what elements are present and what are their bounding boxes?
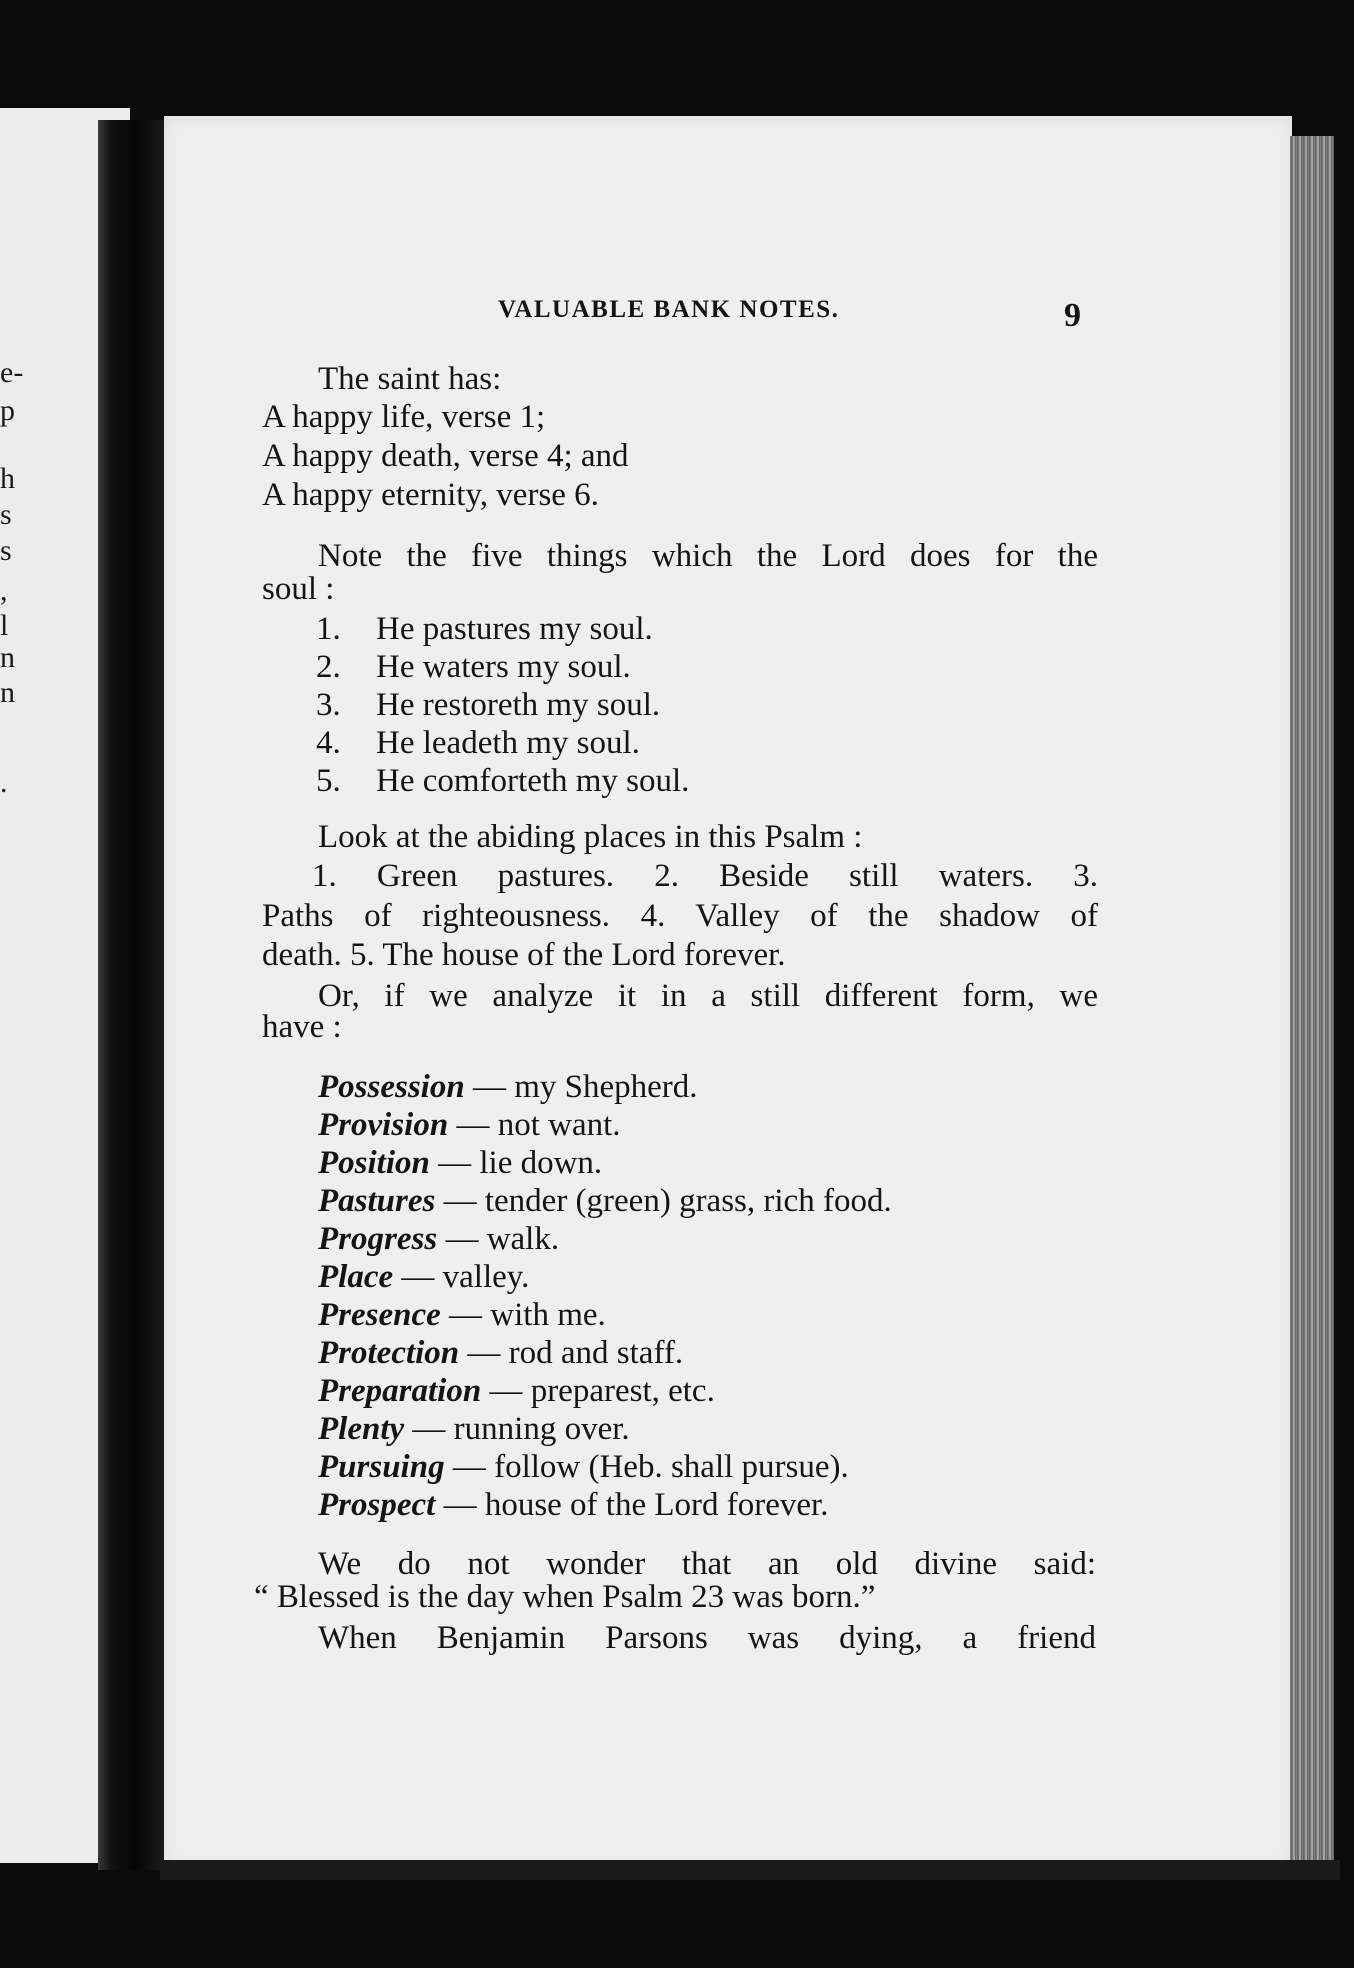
- analysis-item: [318, 1372, 1154, 1410]
- saint-item: A happy death, verse 4; and: [262, 438, 629, 474]
- analysis-term: Protection: [318, 1335, 460, 1371]
- five-things-intro: soul :: [262, 571, 335, 607]
- left-page-fragment: n: [0, 641, 15, 674]
- left-page-fragment: s: [0, 534, 12, 567]
- analysis-desc: — tender (green) grass, rich food.: [435, 1183, 892, 1219]
- analysis-desc: — valley.: [393, 1259, 530, 1295]
- abiding-line: Paths of righteousness. 4. Valley of the shadow of: [262, 898, 1098, 934]
- bottom-shadow: [160, 1860, 1340, 1880]
- analysis-item: [318, 1182, 1154, 1220]
- list-item-number: 2.: [316, 649, 341, 685]
- analyze-intro: Or, if we analyze it in a still different form, we: [318, 978, 1098, 1014]
- analysis-desc: — follow (Heb. shall pursue).: [444, 1449, 849, 1485]
- analysis-item: [318, 1144, 1154, 1182]
- list-item-text: He restoreth my soul.: [376, 687, 661, 723]
- analysis-term: Progress: [318, 1221, 438, 1257]
- list-item-number: 1.: [316, 611, 341, 647]
- analysis-term: Provision: [318, 1107, 449, 1143]
- analysis-item: [318, 1334, 1154, 1372]
- analysis-term: Preparation: [318, 1373, 482, 1409]
- left-page-fragment: s: [0, 498, 12, 531]
- saint-heading: The saint has:: [318, 361, 502, 397]
- analysis-desc: — lie down.: [429, 1145, 603, 1181]
- list-item-number: 3.: [316, 687, 341, 723]
- left-page-fragment: p: [0, 394, 15, 427]
- analysis-desc: — preparest, etc.: [481, 1373, 715, 1409]
- analysis-item: [318, 1258, 1154, 1296]
- list-item: [316, 648, 1152, 686]
- five-things-intro: Note the five things which the Lord does for the: [318, 538, 1098, 574]
- abiding-line: 1. Green pastures. 2. Beside still waters. 3.: [312, 858, 1098, 894]
- left-page-fragment: n: [0, 676, 15, 709]
- book-gutter: [98, 120, 166, 1870]
- page-edges: [1290, 136, 1334, 1871]
- analysis-term: Place: [318, 1259, 394, 1295]
- list-item-number: 4.: [316, 725, 341, 761]
- closing-line: When Benjamin Parsons was dying, a friend: [318, 1620, 1096, 1656]
- left-page-fragment: ,: [0, 574, 8, 607]
- saint-item: A happy eternity, verse 6.: [262, 477, 599, 513]
- saint-item: A happy life, verse 1;: [262, 399, 546, 435]
- analysis-term: Pastures: [318, 1183, 436, 1219]
- analysis-desc: — walk.: [437, 1221, 560, 1257]
- analysis-desc: — house of the Lord forever.: [435, 1487, 829, 1523]
- analyze-intro: have :: [262, 1009, 342, 1045]
- list-item-text: He comforteth my soul.: [376, 763, 690, 799]
- list-item-text: He leadeth my soul.: [376, 725, 640, 761]
- analysis-item: [318, 1410, 1154, 1448]
- abiding-heading: Look at the abiding places in this Psalm :: [318, 819, 863, 855]
- analysis-item: [318, 1220, 1154, 1258]
- analysis-item: [318, 1486, 1154, 1524]
- list-item: [316, 686, 1152, 724]
- analysis-term: Position: [318, 1145, 430, 1181]
- analysis-item: [318, 1448, 1154, 1486]
- analysis-desc: — with me.: [440, 1297, 606, 1333]
- analysis-desc: — not want.: [448, 1107, 621, 1143]
- abiding-line: death. 5. The house of the Lord forever.: [262, 937, 786, 973]
- left-page-fragment: l: [0, 609, 9, 642]
- left-page-fragment: .: [0, 766, 8, 799]
- list-item-text: He waters my soul.: [376, 649, 631, 685]
- page-number: 9: [1064, 297, 1081, 334]
- analysis-desc: — running over.: [404, 1411, 630, 1447]
- closing-line: “ Blessed is the day when Psalm 23 was born.”: [254, 1579, 876, 1615]
- list-item: [316, 610, 1152, 648]
- analysis-term: Pursuing: [318, 1449, 445, 1485]
- analysis-term: Possession: [318, 1069, 465, 1105]
- left-page-fragment: h: [0, 462, 15, 495]
- list-item: [316, 762, 1152, 800]
- closing-line: We do not wonder that an old divine said:: [318, 1546, 1096, 1582]
- analysis-item: [318, 1068, 1154, 1106]
- analysis-term: Prospect: [318, 1487, 436, 1523]
- analysis-item: [318, 1106, 1154, 1144]
- running-head: VALUABLE BANK NOTES.: [498, 296, 840, 323]
- analysis-item: [318, 1296, 1154, 1334]
- analysis-term: Plenty: [318, 1411, 405, 1447]
- list-item: [316, 724, 1152, 762]
- list-item-text: He pastures my soul.: [376, 611, 653, 647]
- analysis-desc: — my Shepherd.: [464, 1069, 698, 1105]
- left-page-fragment: e-: [0, 356, 24, 389]
- analysis-desc: — rod and staff.: [459, 1335, 684, 1371]
- analysis-term: Presence: [318, 1297, 441, 1333]
- list-item-number: 5.: [316, 763, 341, 799]
